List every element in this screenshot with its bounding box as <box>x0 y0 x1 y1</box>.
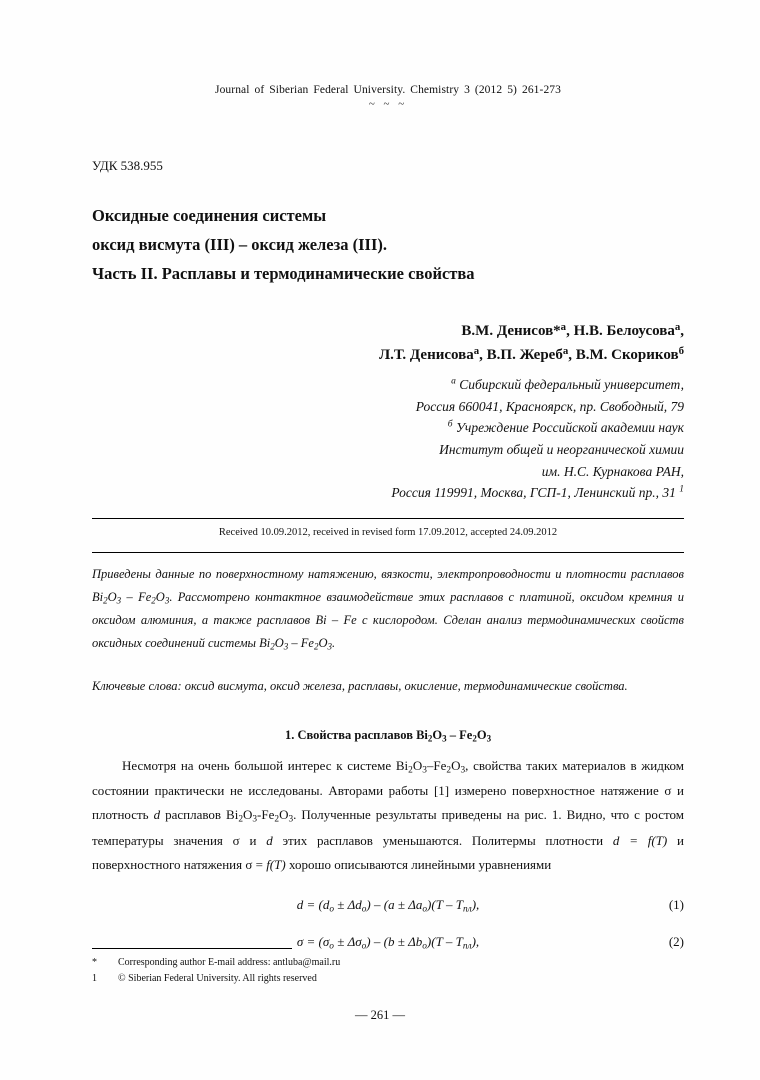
body-text-4: O <box>451 757 461 773</box>
body-sub-6: 3 <box>252 814 258 825</box>
author-line-1: В.М. Денисов*$^а$, Н.В. Белоусова$^а$, <box>461 320 684 339</box>
divider-bottom <box>92 552 684 553</box>
page-title <box>92 202 684 289</box>
abstract-text-5: . Рассмотрено контактное взаимодействие этих расплавов с платиной, оксидом кремния и оксидом алюминия, а также расплавов Bi – Fe с кислородом. Сделан анализ термодинамических свойств оксидных соединений системы Bi <box>92 589 685 651</box>
formula-1 <box>92 897 684 914</box>
author-line-2: Л.Т. Денисова$^а$, В.П. Жереб$^а$, В.М. Скориков$^б$ <box>379 345 684 364</box>
body-text-10: . Полученные результаты приведены на рис. 1. Видно, что с ростом температуры значения σ и <box>92 807 684 848</box>
body-sub-1: 2 <box>408 764 413 775</box>
affiliation-b-line-4 <box>92 482 684 504</box>
section-heading-text-2: O <box>432 728 443 743</box>
author-list <box>92 319 684 369</box>
affiliation-a-mark: а <box>451 376 456 387</box>
ornament-tildes: ~ ~ ~ <box>368 98 408 110</box>
affiliation-b-text-1: Учреждение Российской академии наук <box>455 420 684 436</box>
abstract-text-9: . <box>332 636 336 651</box>
abstract-text-8: O <box>318 636 328 651</box>
section-heading-text-3: – Fe <box>446 728 473 743</box>
body-paragraph-1 <box>92 754 684 877</box>
formula-1-number: (1) <box>668 896 684 912</box>
body-sub-7: 2 <box>274 814 280 825</box>
section-sub-1: 2 <box>427 733 433 744</box>
title-line-2: оксид висмута (III) – оксид железа (III). <box>92 234 387 254</box>
footnote-2 <box>92 971 684 987</box>
divider-top <box>92 518 684 519</box>
affiliation-b-text-4: Россия 119991, Москва, ГСП-1, Ленинский пр., 31 <box>391 485 680 501</box>
affiliation-b-footnote-mark: 1 <box>679 484 684 495</box>
body-text-1: Несмотря на очень большой интерес к системе Bi <box>122 757 409 773</box>
formula-2-expression: $\sigma = (\sigma_o \pm \Delta\sigma_o) - (b \pm \Delta b_o)(T - T_{пл})$, <box>296 934 480 952</box>
body-italic-ft: f(T) <box>266 856 286 872</box>
body-italic-dft: d = f(T) <box>612 832 668 848</box>
body-text-9: O <box>279 807 289 823</box>
abstract-sub-8: 3 <box>327 641 332 652</box>
affiliation-a-line-1 <box>92 374 684 396</box>
abstract-text-4: O <box>155 589 165 604</box>
section-heading <box>92 728 684 743</box>
abstract-text-6: O <box>274 636 284 651</box>
body-text-3: –Fe <box>426 757 447 773</box>
footnote-divider <box>92 948 292 949</box>
title-line-3: Часть II. Расплавы и термодинамические свойства <box>92 263 475 283</box>
abstract-text-3: – Fe <box>121 589 152 604</box>
body-text-2: O <box>412 757 423 773</box>
page-number: — 261 — <box>355 1008 405 1022</box>
footnote-2-text: © Siberian Federal University. All rights reserved <box>118 972 317 984</box>
body-sub-8: 3 <box>288 814 294 825</box>
footnote-1 <box>92 955 684 971</box>
abstract-sub-1: 2 <box>103 595 108 606</box>
section-sub-4: 3 <box>486 733 492 744</box>
affiliation-b-line-2: Институт общей и неорганической химии <box>439 441 684 457</box>
footnote-2-mark: 1 <box>92 972 97 984</box>
body-sub-3: 2 <box>446 764 452 775</box>
abstract-sub-7: 2 <box>313 641 319 652</box>
affiliation-b-mark: б <box>447 419 453 430</box>
body-text-7: O <box>242 807 253 823</box>
body-sub-2: 3 <box>422 764 427 775</box>
body-text-8: -Fe <box>257 807 275 823</box>
formula-2-number: (2) <box>668 934 684 950</box>
title-line-1: Оксидные соединения системы <box>92 206 327 225</box>
body-italic-d-1: d <box>153 807 161 823</box>
body-sub-4: 3 <box>460 764 466 775</box>
affiliations <box>92 374 684 504</box>
received-dates: Received 10.09.2012, received in revised form 17.09.2012, accepted 24.09.2012 <box>218 526 558 538</box>
formula-1-expression: $d = (d_o \pm \Delta d_o) - (a \pm \Delta a_o)(T - T_{пл})$, <box>296 896 480 915</box>
footnote-1-text: Corresponding author E-mail address: antluba@mail.ru <box>118 957 341 968</box>
affiliation-b-line-1 <box>92 417 684 439</box>
journal-header: Journal of Siberian Federal University. Chemistry 3 (2012 5) 261-273 <box>215 84 561 96</box>
body-text-13: хорошо описываются линейными уравнениями <box>285 856 552 872</box>
section-sub-3: 2 <box>472 733 477 744</box>
body-text-5: , свойства таких материалов в жидком состоянии практически не исследованы. Авторами работы [1] измерено поверхностное натяжение σ и плотность <box>92 757 684 823</box>
abstract-paragraph <box>92 563 684 656</box>
footnote-1-mark: * <box>92 957 97 968</box>
abstract-sub-4: 3 <box>164 595 170 606</box>
abstract-text-2: O <box>107 589 117 604</box>
abstract-text-7: – Fe <box>288 636 314 651</box>
keywords-label: Ключевые слова: <box>92 679 182 694</box>
body-sub-5: 2 <box>238 814 243 825</box>
keywords-text: оксид висмута, оксид железа, расплавы, окисление, термодинамические свойства. <box>181 679 628 694</box>
abstract-sub-5: 2 <box>270 641 275 652</box>
body-text-12: и поверхностного натяжения σ = <box>92 832 684 872</box>
body-text-6: расплавов Bi <box>160 807 239 823</box>
abstract-sub-6: 3 <box>283 641 289 652</box>
abstract-sub-3: 2 <box>151 595 156 606</box>
affiliation-b-line-3: им. Н.С. Курнакова РАН, <box>541 463 684 479</box>
section-sub-2: 3 <box>442 733 447 744</box>
body-text-11: этих расплавов уменьшаются. Политермы плотности <box>272 832 613 848</box>
abstract-sub-2: 3 <box>116 595 122 606</box>
keywords-paragraph <box>92 675 684 698</box>
affiliation-a-line-2: Россия 660041, Красноярск, пр. Свободный, 79 <box>415 398 684 414</box>
affiliation-a-text-1: Сибирский федеральный университет, <box>459 377 684 393</box>
page-content <box>92 0 684 952</box>
udk-code: УДК 538.955 <box>92 158 163 173</box>
footnotes <box>92 948 684 986</box>
section-heading-text-1: 1. Свойства расплавов Bi <box>284 728 428 743</box>
body-italic-d-2: d <box>266 832 273 848</box>
abstract-text-1: Приведены данные по поверхностному натяжению, вязкости, электропроводности и плотности расплавов Bi <box>92 566 684 604</box>
section-heading-text-4: O <box>476 728 487 743</box>
